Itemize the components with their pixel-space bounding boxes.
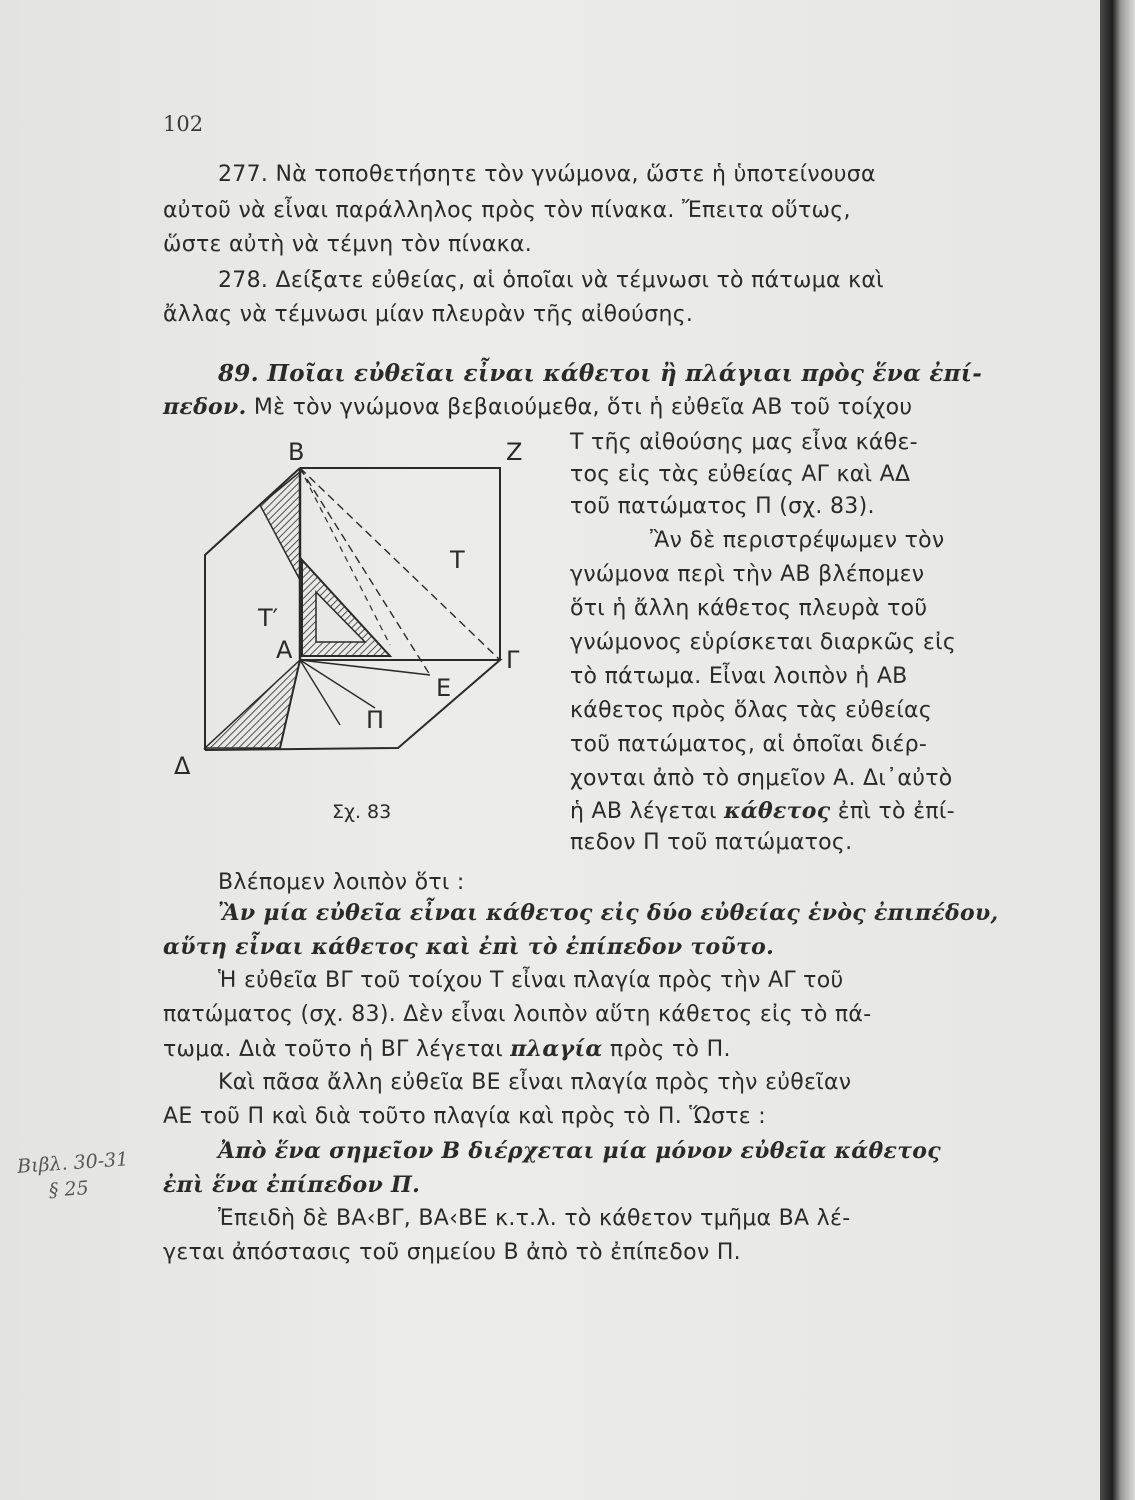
right-col-line: ὅτι ἡ ἄλλη κάθετος πλευρὰ τοῦ — [570, 596, 928, 621]
section-line1-rest: Μὲ τὸν γνώμονα βεβαιούμεθα, ὅτι ἡ εὐθεῖα ΑΒ τοῦ τοίχου — [253, 395, 913, 420]
p1-line3-a: τωμα. Διὰ τοῦτο ἡ ΒΓ λέγεται — [163, 1037, 503, 1062]
ex277-line1: 277. Νὰ τοποθετήσητε τὸν γνώμονα, ὥστε ἡ ὑποτείνουσα — [218, 162, 876, 187]
label-t: Τ — [450, 546, 465, 574]
label-p: Π — [366, 706, 385, 734]
right-col-line: τος εἰς τὰς εὐθείας ΑΓ καὶ ΑΔ — [570, 462, 911, 487]
right-col-line: πεδον Π τοῦ πατώματος. — [570, 830, 853, 855]
right-col-line: Τ τῆς αἰθούσης μας εἶνα κάθε- — [570, 430, 918, 455]
right-col-line: χονται ἀπὸ τὸ σημεῖον Α. Δι᾽αὐτὸ — [570, 766, 953, 791]
right-col-tail: ἐπὶ τὸ ἐπί- — [837, 799, 955, 824]
label-tprime: Τ′ — [258, 604, 279, 632]
right-col-line: τοῦ πατώματος Π (σχ. 83). — [570, 494, 875, 519]
p1-line1: Ἡ εὐθεῖα ΒΓ τοῦ τοίχου Τ εἶναι πλαγία πρὸς τὴν ΑΓ τοῦ — [218, 968, 844, 993]
page-number: 102 — [163, 112, 204, 136]
ex278-line2: ἄλλας νὰ τέμνωσι μίαν πλευρὰν τῆς αἰθούσης. — [163, 302, 694, 327]
ex278-line1: 278. Δείξατε εὐθείας, αἱ ὁποῖαι νὰ τέμνωσι τὸ πάτωμα καὶ — [218, 268, 884, 293]
margin-note-line2: § 25 — [48, 1177, 90, 1202]
figure-83 — [160, 430, 580, 870]
right-col-line-kathetos — [570, 798, 955, 824]
section-first-line — [163, 394, 912, 420]
section-heading: 89. Ποῖαι εὐθεῖαι εἶναι κάθετοι ἢ πλάγιαι πρὸς ἕνα ἐπί- — [218, 360, 983, 387]
p2-line1: Καὶ πᾶσα ἄλλη εὐθεῖα ΒΕ εἶναι πλαγία πρὸς τὴν εὐθεῖαν — [218, 1070, 852, 1095]
we-see-line: Βλέπομεν λοιπὸν ὅτι : — [218, 870, 465, 895]
right-col-text: ἡ ΑΒ λέγεται — [570, 799, 717, 824]
hatched-corner-bottom — [205, 660, 300, 748]
margin-note-line1: Βιβλ. 30-31 — [16, 1148, 130, 1178]
label-a: Α — [276, 636, 293, 664]
p3-line1: Ἐπειδὴ δὲ ΒΑ‹ΒΓ, ΒΑ‹ΒΕ κ.τ.λ. τὸ κάθετον τμῆμα ΒΑ λέ- — [218, 1206, 851, 1231]
rule2-line1: Ἀπὸ ἕνα σημεῖον Β διέρχεται μία μόνον εὐθεῖα κάθετος — [218, 1138, 941, 1164]
set-square-hole — [316, 592, 365, 642]
label-b: Β — [288, 438, 305, 466]
label-g: Γ — [506, 646, 520, 674]
book-binding-edge — [1100, 0, 1135, 1500]
ex277-line3: ὥστε αὐτὴ νὰ τέμνη τὸν πίνακα. — [163, 232, 532, 257]
p1-line3-c: πρὸς τὸ Π. — [609, 1037, 731, 1062]
handwritten-margin-note — [16, 1146, 131, 1206]
p1-line3 — [163, 1036, 731, 1062]
floor-ray — [300, 660, 340, 725]
hatched-corner-top — [260, 472, 300, 580]
section-heading-end: πεδον. — [163, 394, 247, 420]
ex277-line2: αὐτοῦ νὰ εἶναι παράλληλος πρὸς τὸν πίνακα. Ἔπειτα οὕτως, — [163, 198, 851, 223]
label-d: Δ — [174, 752, 191, 780]
plagia-word: πλαγία — [510, 1036, 603, 1062]
rule1-line2: αὕτη εἶναι κάθετος καὶ ἐπὶ τὸ ἐπίπεδον τοῦτο. — [163, 934, 775, 960]
p3-line2: γεται ἀπόστασις τοῦ σημείου Β ἀπὸ τὸ ἐπίπεδον Π. — [163, 1240, 741, 1265]
figure-83-drawing — [160, 430, 580, 870]
rule1-line1: Ἂν μία εὐθεῖα εἶναι κάθετος εἰς δύο εὐθείας ἑνὸς ἐπιπέδου, — [218, 900, 999, 926]
p1-line2: πατώματος (σχ. 83). Δὲν εἶναι λοιπὸν αὕτη κάθετος εἰς τὸ πά- — [163, 1002, 872, 1027]
figure-caption: Σχ. 83 — [332, 801, 392, 823]
label-z: Ζ — [506, 438, 523, 466]
label-e: Ε — [436, 674, 452, 702]
kathetos-word: κάθετος — [723, 798, 831, 824]
rule2-line2: ἐπὶ ἕνα ἐπίπεδον Π. — [163, 1172, 421, 1198]
right-col-line: κάθετος πρὸς ὅλας τὰς εὐθείας — [570, 698, 933, 723]
right-col-line: Ἂν δὲ περιστρέψωμεν τὸν — [650, 528, 945, 553]
p2-line2: ΑΕ τοῦ Π καὶ διὰ τοῦτο πλαγία καὶ πρὸς τὸ Π. Ὥστε : — [163, 1104, 766, 1129]
right-col-line: γνώμονα περὶ τὴν ΑΒ βλέπομεν — [570, 562, 925, 587]
right-col-line: τὸ πάτωμα. Εἶναι λοιπὸν ἡ ΑΒ — [570, 664, 908, 689]
right-col-line: γνώμονος εὑρίσκεται διαρκῶς εἰς — [570, 630, 957, 655]
right-col-line: τοῦ πατώματος, αἱ ὁποῖαι διέρ- — [570, 732, 928, 757]
